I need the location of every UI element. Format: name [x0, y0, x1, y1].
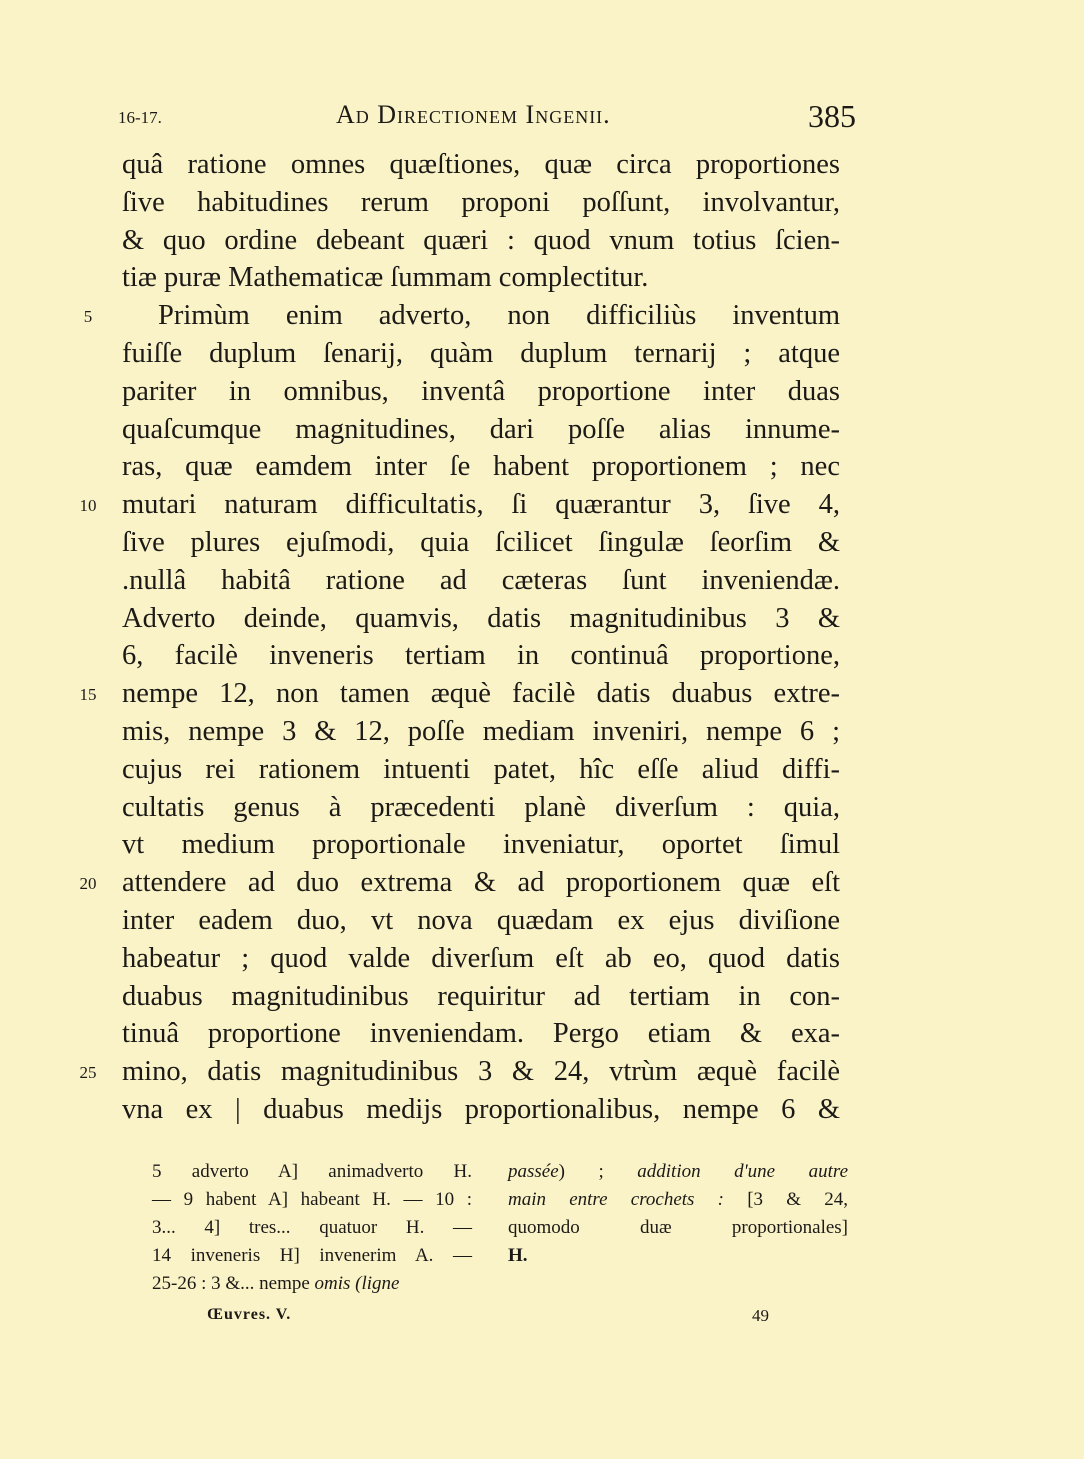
text-line: fuiſſe duplum ſenarij, quàm duplum ternarij ; atque — [122, 338, 840, 369]
text-line: .nullâ habitâ ratione ad cæteras ſunt inveniendæ. — [122, 565, 840, 596]
signature-mark: Œuvres. V. — [207, 1306, 292, 1323]
note-line: H. — [508, 1245, 528, 1266]
text-line: mino, datis magnitudinibus 3 & 24, vtrùm æquè facilè — [122, 1056, 840, 1087]
text-line: nempe 12, non tamen æquè facilè datis duabus extre- — [122, 678, 840, 709]
note-line: main entre crochets : [3 & 24, — [508, 1189, 848, 1210]
line-number: 25 — [79, 1063, 97, 1082]
text-line: mis, nempe 3 & 12, poſſe mediam inveniri, nempe 6 ; — [122, 716, 840, 747]
text-line: cujus rei rationem intuenti patet, hîc eſſe aliud diffi- — [122, 754, 840, 785]
note-line: — 9 habent A] habeant H. — 10 : — [152, 1189, 472, 1210]
text-line: habeatur ; quod valde diverſum eſt ab eo, quod datis — [122, 943, 840, 974]
notes-right-column — [508, 1158, 848, 1270]
text-line: tiæ puræ Mathematicæ ſummam complectitur. — [122, 262, 649, 293]
text-line: quâ ratione omnes quæſtiones, quæ circa proportiones — [122, 149, 840, 180]
text-line: mutari naturam difficultatis, ſi quærantur 3, ſive 4, — [122, 489, 840, 520]
text-line: vt medium proportionale inveniatur, oportet ſimul — [122, 829, 840, 860]
line-number: 10 — [79, 496, 97, 515]
text-line: attendere ad duo extrema & ad proportionem quæ eſt — [122, 867, 840, 898]
text-line: Adverto deinde, quamvis, datis magnitudinibus 3 & — [122, 603, 840, 634]
text-line: Primùm enim adverto, non difficiliùs inventum — [158, 300, 840, 331]
page-number: 385 — [808, 98, 856, 134]
note-line: quomodo duæ proportionales] — [508, 1217, 848, 1238]
running-header — [0, 98, 1084, 138]
text-line: ſive plures ejuſmodi, quia ſcilicet ſingulæ ſeorſim & — [122, 527, 840, 558]
text-line: inter eadem duo, vt nova quædam ex ejus diviſione — [122, 905, 840, 936]
text-line: & quo ordine debeant quæri : quod vnum totius ſcien- — [122, 225, 840, 256]
text-line: 6, facilè inveneris tertiam in continuâ proportione, — [122, 640, 840, 671]
notes-left-column — [152, 1158, 472, 1298]
text-line: ras, quæ eamdem inter ſe habent proportionem ; nec — [122, 451, 840, 482]
header-folio-range: 16-17. — [118, 108, 162, 127]
note-italic: omis (ligne — [314, 1273, 400, 1294]
note-line: 3... 4] tres... quatuor H. — — [152, 1217, 472, 1238]
note-line: passée) ; addition d'une autre — [508, 1161, 848, 1182]
line-number: 20 — [79, 874, 97, 893]
note-line: 5 adverto A] animadverto H. — [152, 1161, 472, 1182]
note-line: 25-26 : 3 &... nempe omis (ligne — [152, 1273, 400, 1294]
text-line: duabus magnitudinibus requiritur ad tertiam in con- — [122, 981, 840, 1012]
line-number: 15 — [79, 685, 97, 704]
note-line: 14 inveneris H] invenerim A. — — [152, 1245, 472, 1266]
text-line: ſive habitudines rerum proponi poſſunt, involvantur, — [122, 187, 840, 218]
text-line: cultatis genus à præcedenti planè diverſum : quia, — [122, 792, 840, 823]
text-line: tinuâ proportione inveniendam. Pergo etiam & exa- — [122, 1018, 840, 1049]
running-title: Ad Directionem Ingenii. — [336, 100, 611, 129]
sheet-number: 49 — [752, 1306, 769, 1325]
text-line: quaſcumque magnitudines, dari poſſe alias innume- — [122, 414, 840, 445]
text-line: vna ex | duabus medijs proportionalibus, nempe 6 & — [122, 1094, 840, 1125]
text-line: pariter in omnibus, inventâ proportione inter duas — [122, 376, 840, 407]
line-number: 5 — [83, 307, 93, 326]
